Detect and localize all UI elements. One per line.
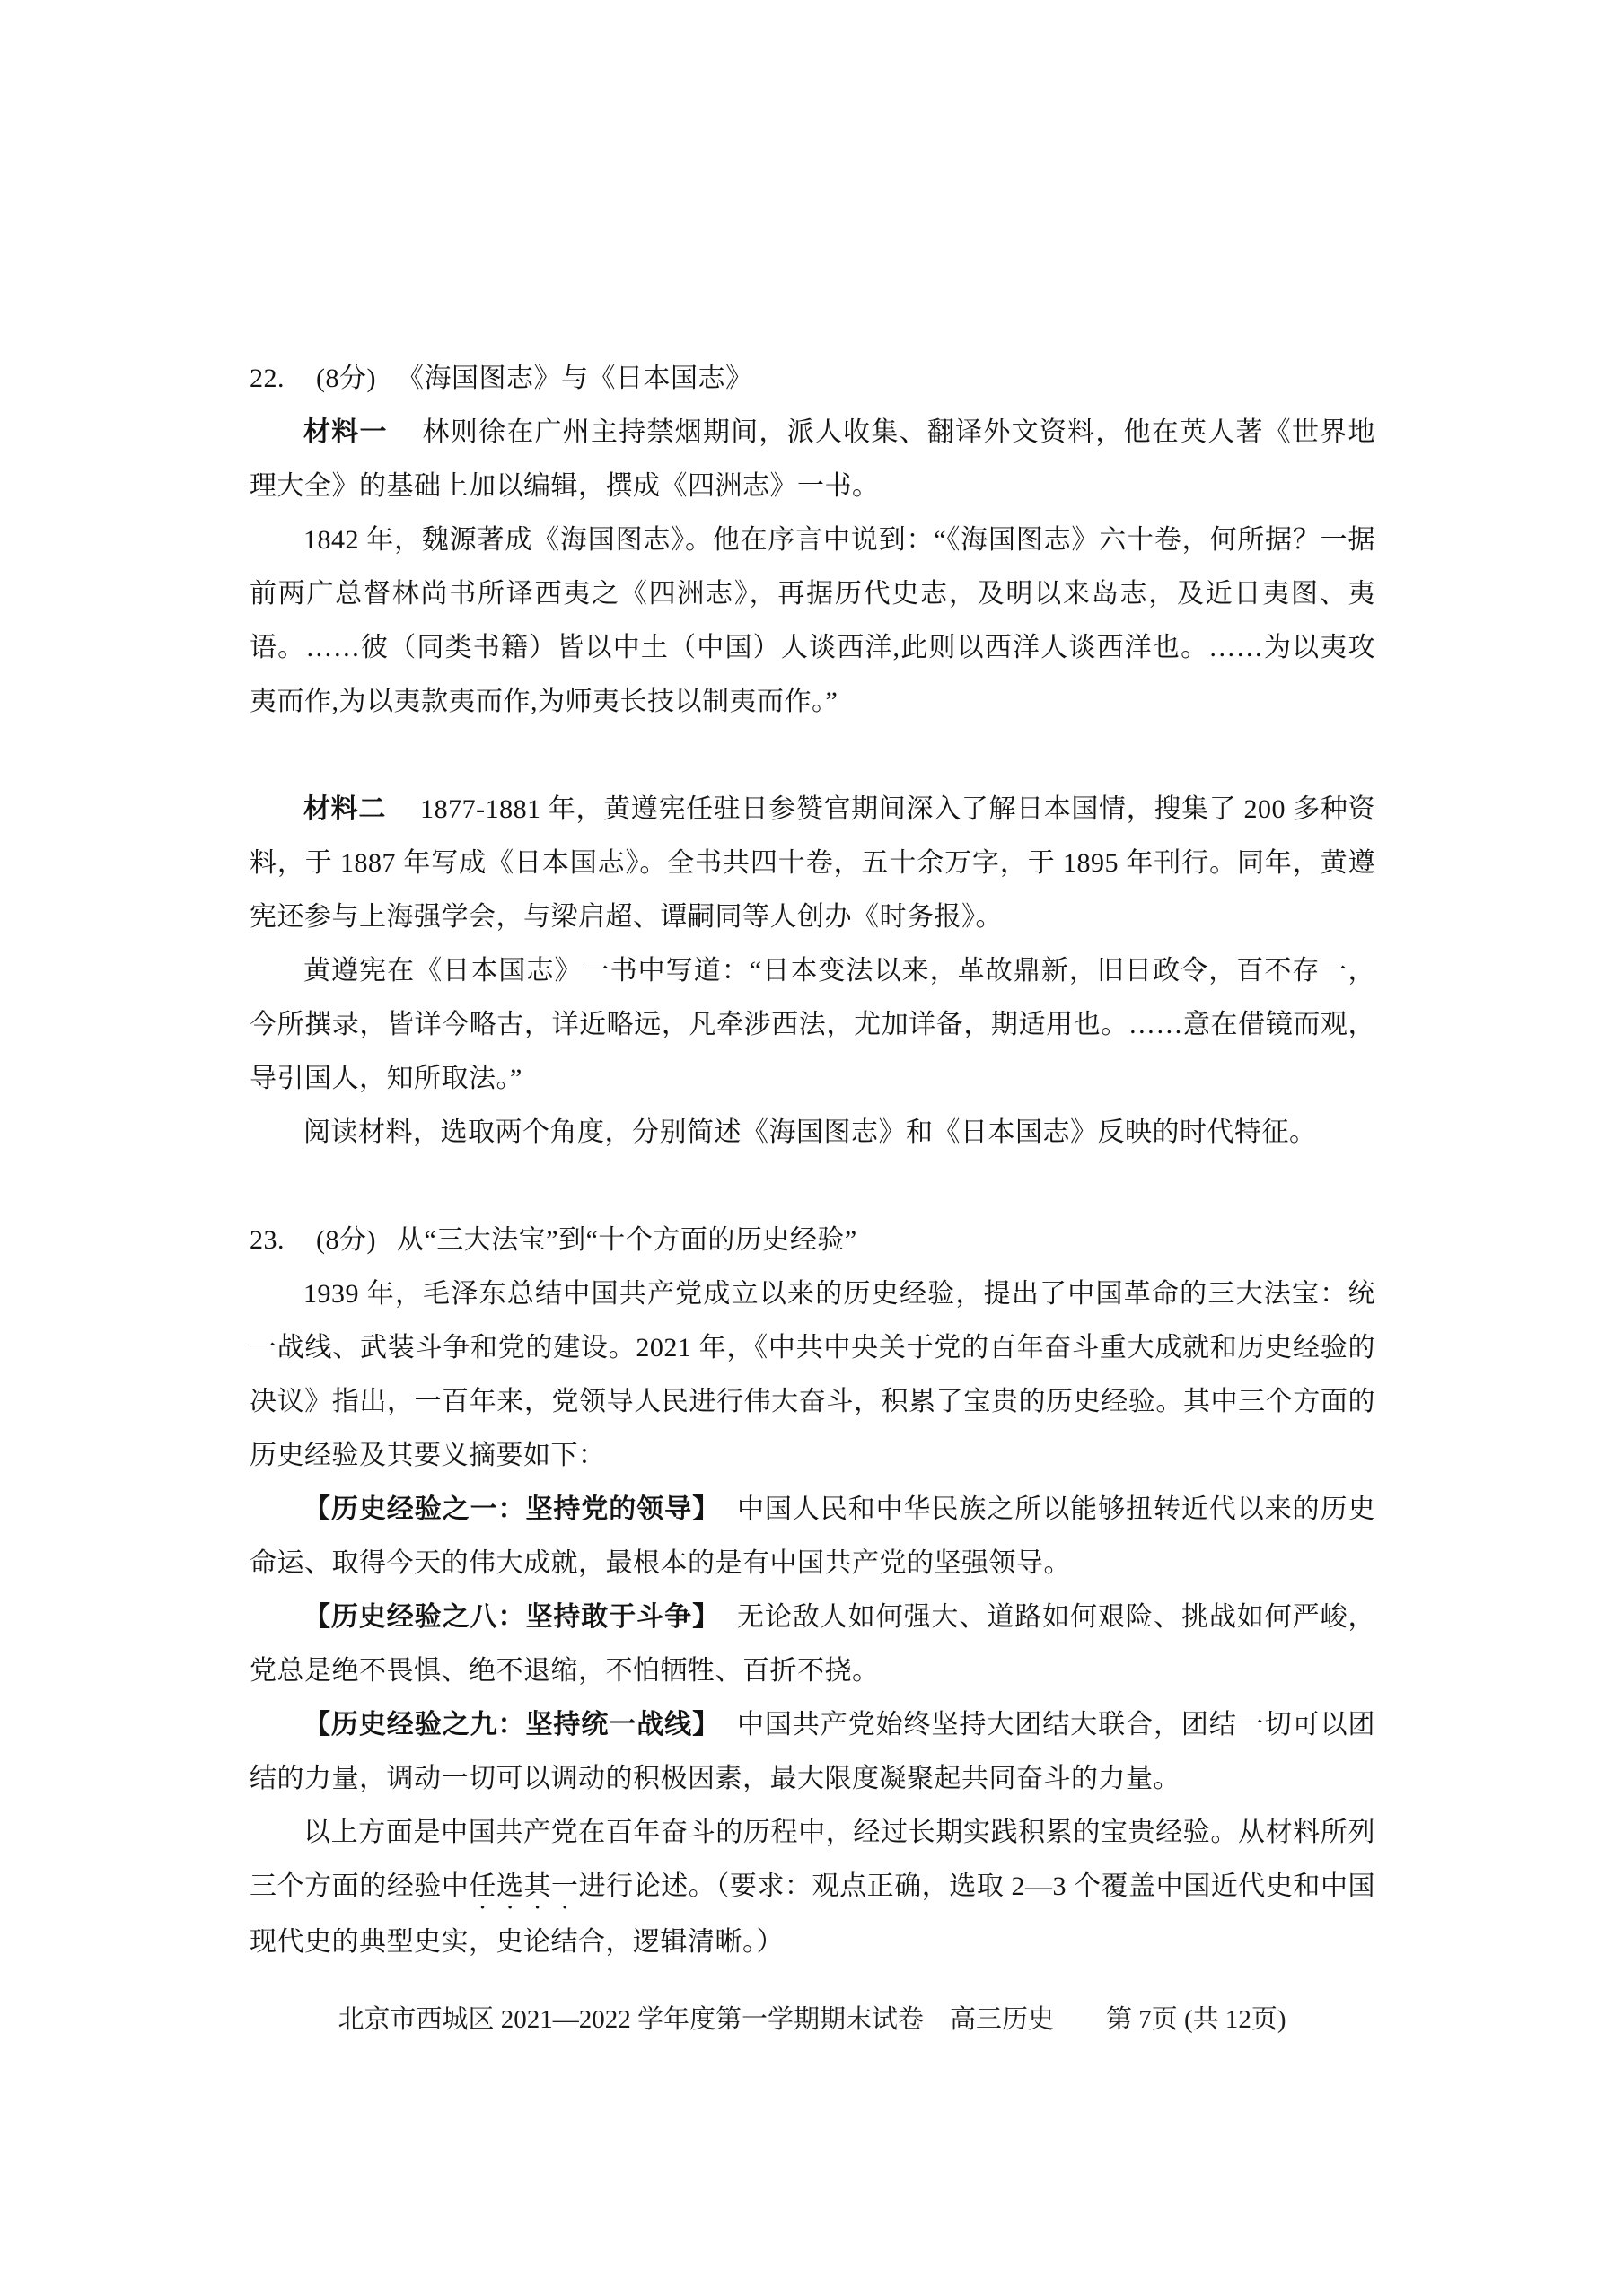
experience-1-text: 中国人民和中华民族之所以能够扭转近代以来的历史命运、取得今天的伟大成就，最根本的是有中国共产党的坚强领导。 xyxy=(250,1494,1376,1578)
question-23-task-emphasis: 任选其一 xyxy=(469,1871,579,1901)
material-1-label: 材料一 xyxy=(303,417,388,447)
question-23-heading xyxy=(250,1214,1375,1267)
material-2-label: 材料二 xyxy=(303,794,386,824)
page-footer-text: 北京市西城区 2021—2022 学年度第一学期期末试卷 高三历史 第 7页 (共 12页) xyxy=(338,2005,1286,2034)
question-22-title: 《海国图志》与《日本国志》 xyxy=(396,364,753,393)
experience-9-paragraph xyxy=(250,1698,1375,1806)
experience-1-label: 【历史经验之一：坚持党的领导】 xyxy=(303,1494,721,1524)
page-footer xyxy=(0,2003,1624,2036)
material-2-text: 1877-1881 年，黄遵宪任驻日参赞官期间深入了解日本国情，搜集了 200 多种资料，于 1887 年写成《日本国志》。全书共四十卷，五十余万字，于 1895 年刊行。同年，黄遵宪还参与上海强学会，与梁启超、谭嗣同等人创办《时务报》。 xyxy=(250,794,1376,932)
question-23-number: 23. xyxy=(250,1225,285,1255)
question-23-task xyxy=(250,1806,1375,1969)
question-22-heading xyxy=(250,352,1375,406)
question-22-points: (8分) xyxy=(316,364,376,393)
experience-1-paragraph xyxy=(250,1483,1375,1591)
exam-content xyxy=(250,352,1375,1969)
material-2-paragraph xyxy=(250,783,1375,944)
material-1-paragraph xyxy=(250,406,1375,513)
question-23-task-after: 进行论述。（要求：观点正确，选取 2—3 个覆盖中国近代史和中国现代史的典型史实，史论结合，逻辑清晰。） xyxy=(250,1871,1376,1957)
experience-8-label: 【历史经验之八：坚持敢于斗争】 xyxy=(303,1602,721,1632)
experience-9-text: 中国共产党始终坚持大团结大联合，团结一切可以团结的力量，调动一切可以调动的积极因素，最大限度凝聚起共同奋斗的力量。 xyxy=(250,1710,1376,1793)
question-23-task-before: 以上方面是中国共产党在百年奋斗的历程中，经过长期实践积累的宝贵经验。从材料所列三个方面的经验中 xyxy=(250,1818,1375,1901)
material-1-paragraph-2: 1842 年，魏源著成《海国图志》。他在序言中说到：“《海国图志》六十卷，何所据？一据前两广总督林尚书所译西夷之《四洲志》，再据历代史志，及明以来岛志，及近日夷图、夷语。……彼（同类书籍）皆以中土（中国）人谈西洋,此则以西洋人谈西洋也。……为以夷攻夷而作,为以夷款夷而作,为师夷长技以制夷而作。” xyxy=(250,525,1375,716)
material-2-paragraph-2: 黄遵宪在《日本国志》一书中写道：“日本变法以来，革故鼎新，旧日政令，百不存一，今所撰录，皆详今略古，详近略远，凡牵涉西法，尤加详备，期适用也。……意在借镜而观，导引国人，知所取法。” xyxy=(250,956,1375,1093)
material-1-text: 林则徐在广州主持禁烟期间，派人收集、翻译外文资料，他在英人著《世界地理大全》的基础上加以编辑，撰成《四洲志》一书。 xyxy=(250,417,1376,501)
question-23-intro: 1939 年，毛泽东总结中国共产党成立以来的历史经验，提出了中国革命的三大法宝：统一战线、武装斗争和党的建设。2021 年，《中共中央关于党的百年奋斗重大成就和历史经验的决议》指出，一百年来，党领导人民进行伟大奋斗，积累了宝贵的历史经验。其中三个方面的历史经验及其要义摘要如下： xyxy=(250,1279,1375,1470)
question-22-number: 22. xyxy=(250,364,285,393)
experience-8-text: 无论敌人如何强大、道路如何艰险、挑战如何严峻，党总是绝不畏惧、绝不退缩，不怕牺牲、百折不挠。 xyxy=(250,1602,1376,1686)
question-23-title: 从“三大法宝”到“十个方面的历史经验” xyxy=(396,1225,857,1255)
experience-9-label: 【历史经验之九：坚持统一战线】 xyxy=(303,1710,721,1740)
experience-8-paragraph xyxy=(250,1591,1375,1698)
question-22-task: 阅读材料，选取两个角度，分别简述《海国图志》和《日本国志》反映的时代特征。 xyxy=(303,1117,1317,1147)
question-23-points: (8分) xyxy=(316,1225,376,1255)
